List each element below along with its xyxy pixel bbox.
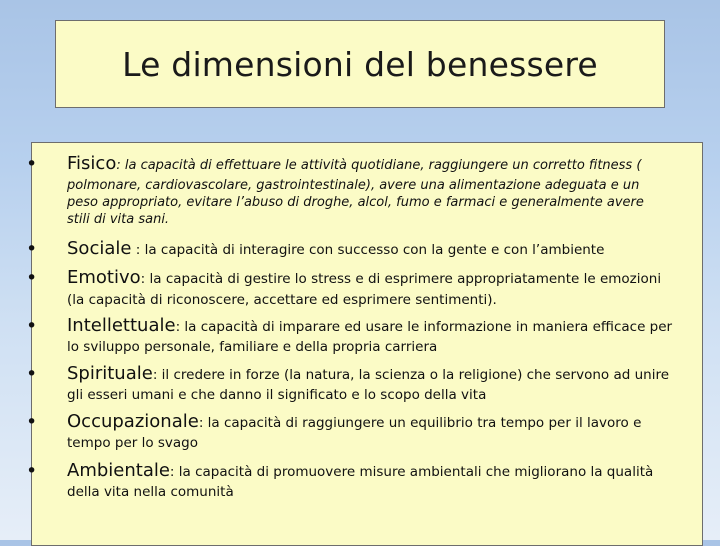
page-title: Le dimensioni del benessere [122,44,598,84]
item-term: Ambientale [67,460,170,481]
item-term: Sociale [67,238,132,259]
item-term: Emotivo [67,267,141,288]
item-description-line: stili di vita sani. [67,212,170,227]
item-separator: : [169,464,179,480]
item-term: Spirituale [67,363,153,384]
item-description-line: la capacità di effettuare le attività quotidiane, raggiungere un corretto fitness ( [124,158,642,173]
item-separator: : [175,319,185,335]
item-separator: : [198,415,208,431]
bullet-dot: • [26,411,38,433]
content-box [26,142,703,546]
bullet-dot: • [26,153,38,175]
bullet-dot: • [26,460,38,482]
item-description-line: il credere in forze (la natura, la scienza o la religione) che servono ad unire [161,367,670,383]
bullet-dot: • [26,315,38,337]
item-separator: : [116,158,125,173]
title-box [55,20,665,108]
item-separator: : [140,271,150,287]
bullet-dot: • [26,267,38,289]
item-description-line: polmonare, cardiovascolare, gastrointestinale), avere una alimentazione adeguata e un [67,178,640,193]
item-term: Occupazionale [67,411,199,432]
item-description-line: la capacità di interagire con successo con la gente e con l’ambiente [144,242,605,258]
bullet-dot: • [26,363,38,385]
item-description-line: lo sviluppo personale, familiare e della propria carriera [67,339,438,355]
item-description-line: tempo per lo svago [67,435,199,451]
item-description-line: la capacità di imparare ed usare le informazione in maniera efficace per [184,319,673,335]
item-description-line: la capacità di gestire lo stress e di esprimere appropriatamente le emozioni [149,271,662,287]
item-description-line: (la capacità di riconoscere, accettare ed esprimere sentimenti). [67,292,497,308]
bullet-dot: • [26,238,38,260]
item-separator: : [131,242,145,258]
item-separator: : [152,367,162,383]
item-term: Intellettuale [67,315,176,336]
item-description-line: la capacità di promuovere misure ambientali che migliorano la qualità [178,464,654,480]
item-description-line: la capacità di raggiungere un equilibrio tra tempo per il lavoro e [207,415,642,431]
item-term: Fisico [67,153,117,174]
item-description-line: della vita nella comunità [67,484,234,500]
item-description-line: peso appropriato, evitare l’abuso di droghe, alcol, fumo e farmaci e generalmente avere [67,195,644,210]
item-description-line: gli esseri umani e che danno il significato e lo scopo della vita [67,387,487,403]
